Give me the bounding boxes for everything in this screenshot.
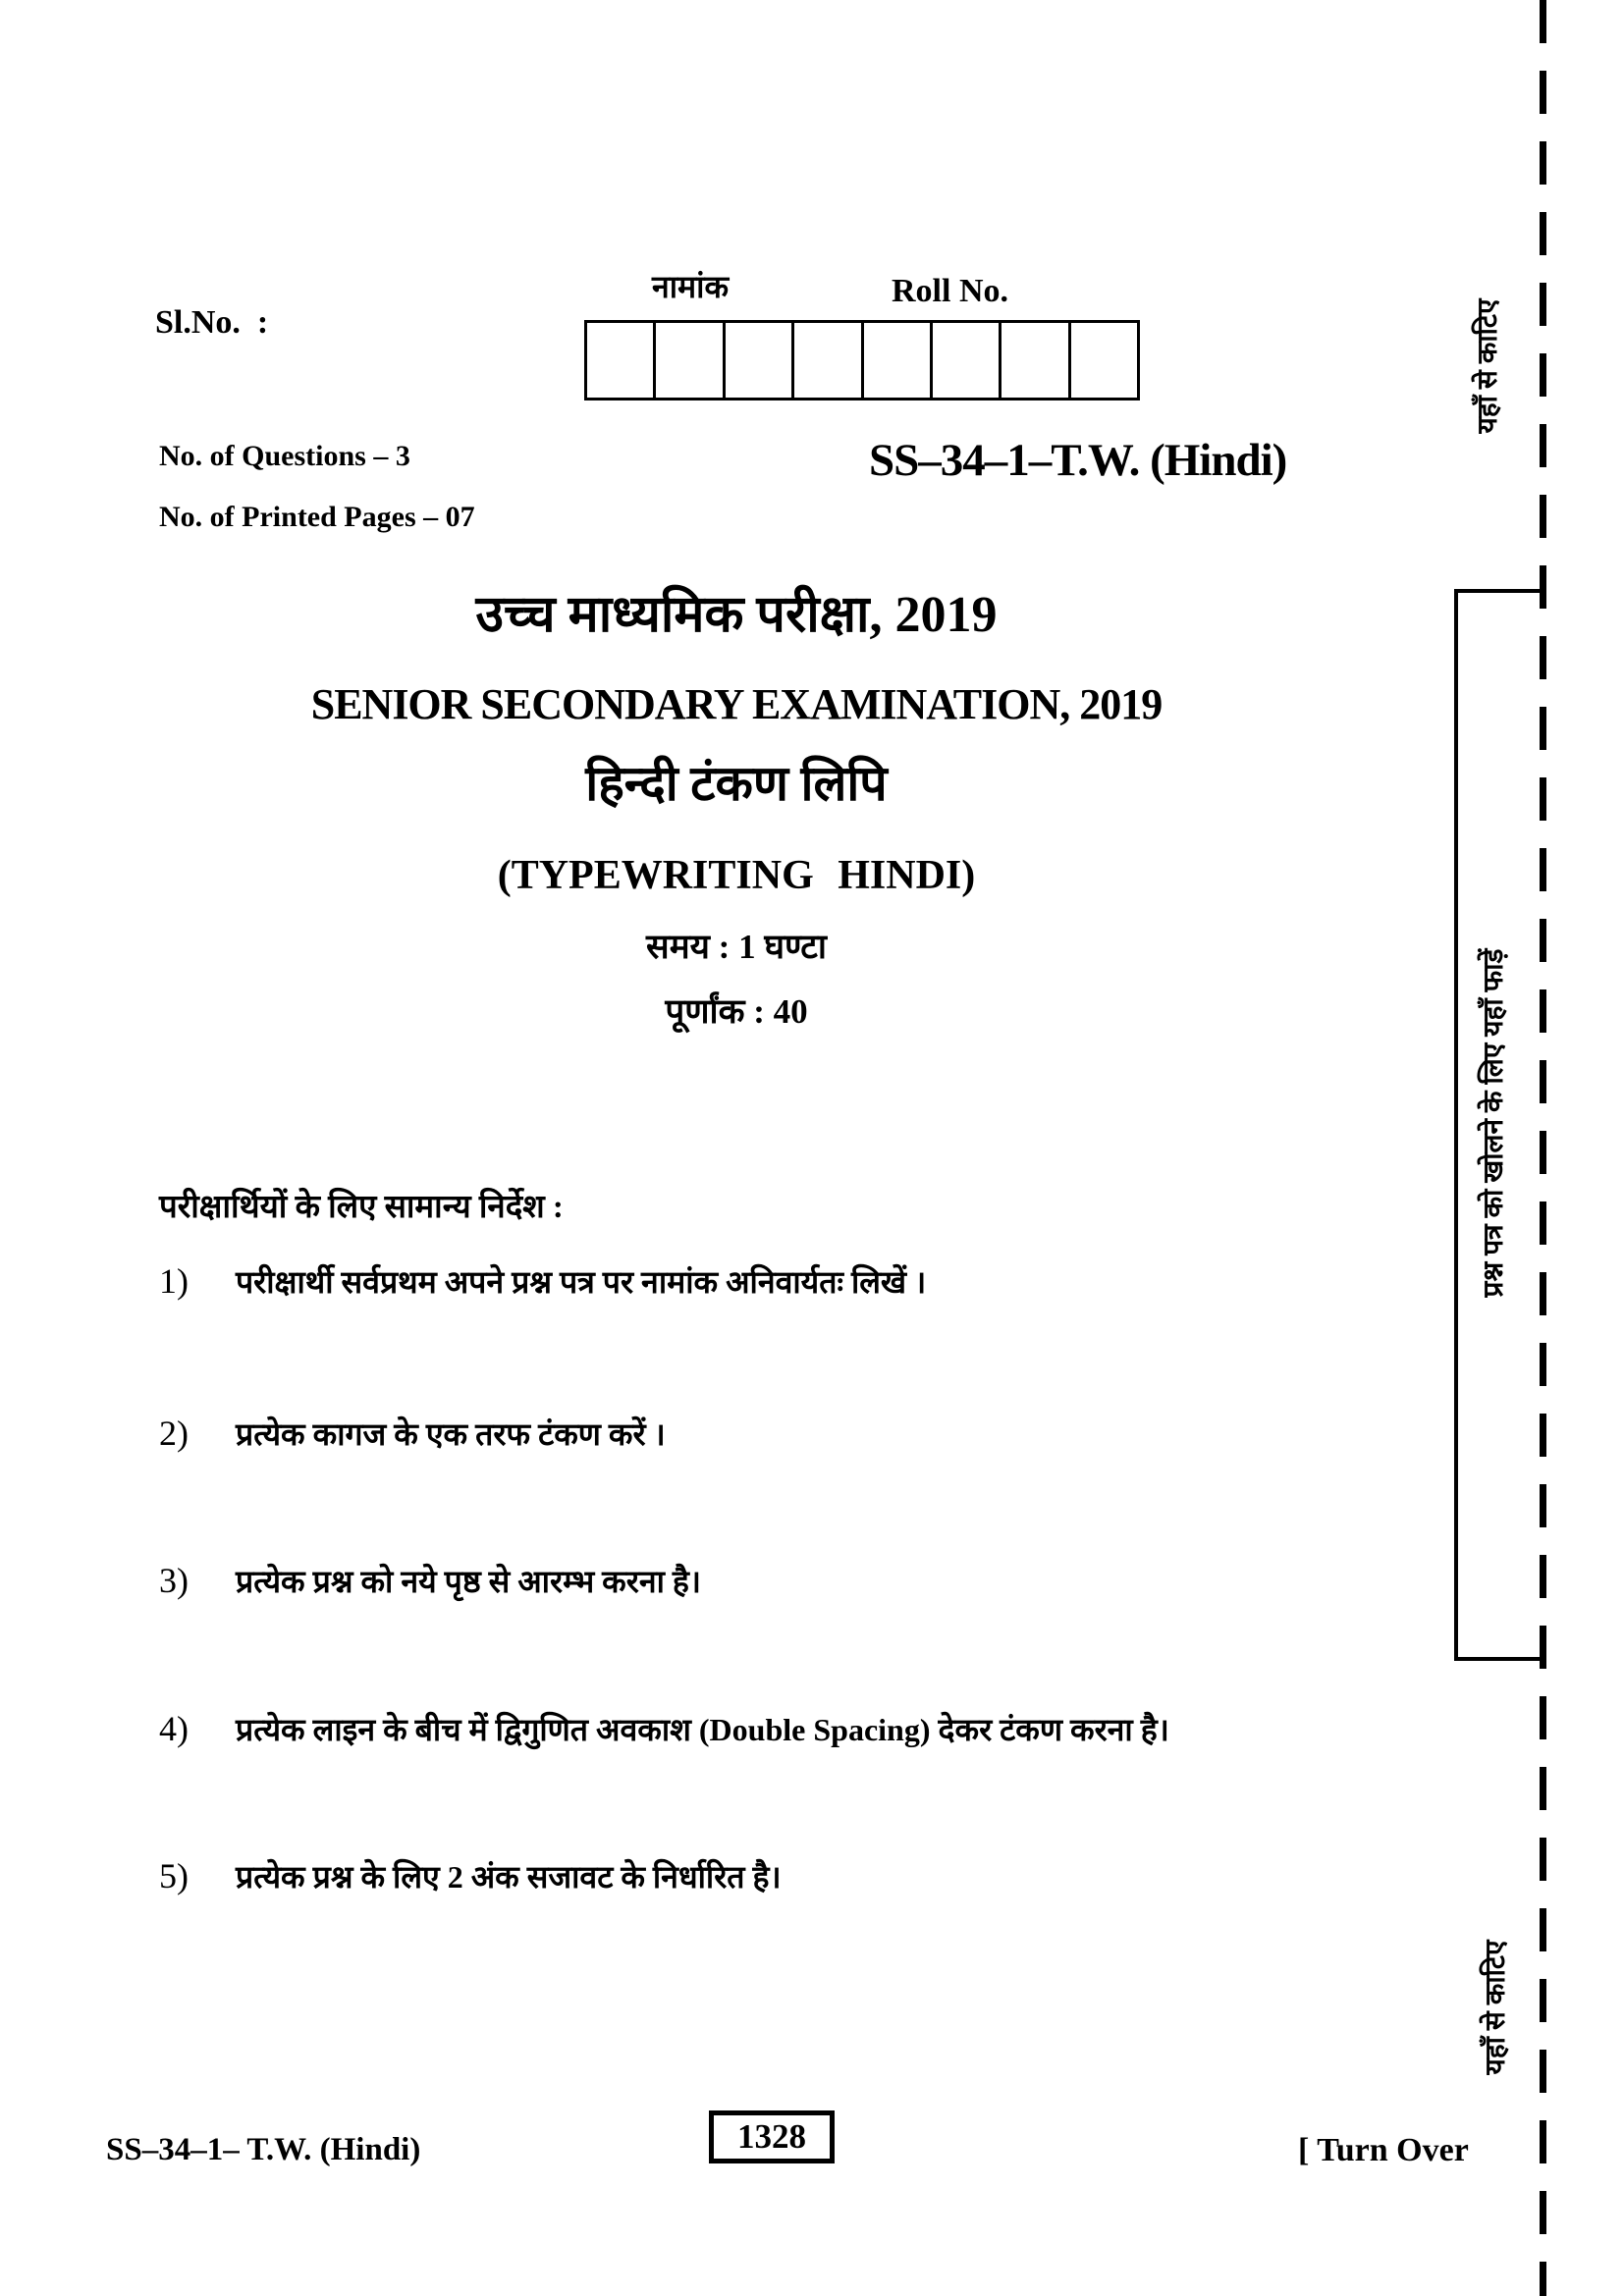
cut-here-bottom-label: यहाँ से काटिए bbox=[1481, 1940, 1511, 2075]
turn-over-label: [ Turn Over bbox=[1298, 2132, 1469, 2168]
instruction-text: प्रत्येक प्रश्न को नये पृष्ठ से आरम्भ करना है। bbox=[236, 1564, 702, 1599]
roll-number-cell[interactable] bbox=[1001, 323, 1070, 398]
roll-number-cell[interactable] bbox=[656, 323, 725, 398]
exam-title-english: SENIOR SECONDARY EXAMINATION, 2019 bbox=[310, 680, 1163, 728]
instruction-number: 2) bbox=[159, 1414, 189, 1453]
page-number-box bbox=[709, 2110, 835, 2163]
instruction-text: प्रत्येक कागज के एक तरफ टंकण करें । bbox=[236, 1416, 666, 1452]
footer-paper-code: SS–34–1– T.W. (Hindi) bbox=[106, 2132, 421, 2167]
namank-label: नामांक bbox=[651, 269, 730, 304]
instruction-text: परीक्षार्थी सर्वप्रथम अपने प्रश्न पत्र पर नामांक अनिवार्यतः लिखें । bbox=[236, 1264, 927, 1300]
instruction-number: 1) bbox=[159, 1261, 189, 1301]
roll-number-grid bbox=[584, 320, 1140, 400]
instruction-number: 3) bbox=[159, 1561, 189, 1600]
instructions-heading: परीक्षार्थियों के लिए सामान्य निर्देश : bbox=[159, 1190, 564, 1225]
paper-code: SS–34–1–T.W. (Hindi) bbox=[869, 435, 1287, 486]
instruction-text: प्रत्येक प्रश्न के लिए 2 अंक सजावट के निर्धारित है। bbox=[236, 1859, 782, 1895]
roll-number-cell[interactable] bbox=[587, 323, 656, 398]
instruction-number: 5) bbox=[159, 1856, 189, 1896]
time-allowed: समय : 1 घण्टा bbox=[646, 928, 827, 966]
serial-number-label: Sl.No. : bbox=[155, 304, 269, 341]
roll-number-cell[interactable] bbox=[726, 323, 794, 398]
roll-number-cell[interactable] bbox=[864, 323, 933, 398]
instruction-text: प्रत्येक लाइन के बीच में द्विगुणित अवकाश (Double Spacing) देकर टंकण करना है। bbox=[236, 1712, 1169, 1747]
cut-here-top-label: यहाँ से काटिए bbox=[1473, 298, 1503, 434]
roll-number-cell[interactable] bbox=[933, 323, 1001, 398]
exam-title-hindi: उच्च माध्यमिक परीक्षा, 2019 bbox=[475, 587, 998, 643]
roll-number-cell[interactable] bbox=[1071, 323, 1137, 398]
printed-pages-count: No. of Printed Pages – 07 bbox=[159, 501, 475, 533]
subject-title-english: (TYPEWRITING HINDI) bbox=[497, 853, 976, 898]
instruction-number: 4) bbox=[159, 1709, 189, 1748]
max-marks: पूर्णांक : 40 bbox=[665, 992, 808, 1031]
roll-no-label: Roll No. bbox=[892, 273, 1008, 309]
tear-here-label: प्रश्न पत्र को खोलने के लिए यहाँ फाड़ें bbox=[1479, 948, 1509, 1298]
questions-count: No. of Questions – 3 bbox=[159, 440, 410, 472]
subject-title-hindi: हिन्दी टंकण लिपि bbox=[585, 756, 888, 811]
roll-number-cell[interactable] bbox=[794, 323, 863, 398]
page-number: 1328 bbox=[737, 2117, 806, 2156]
